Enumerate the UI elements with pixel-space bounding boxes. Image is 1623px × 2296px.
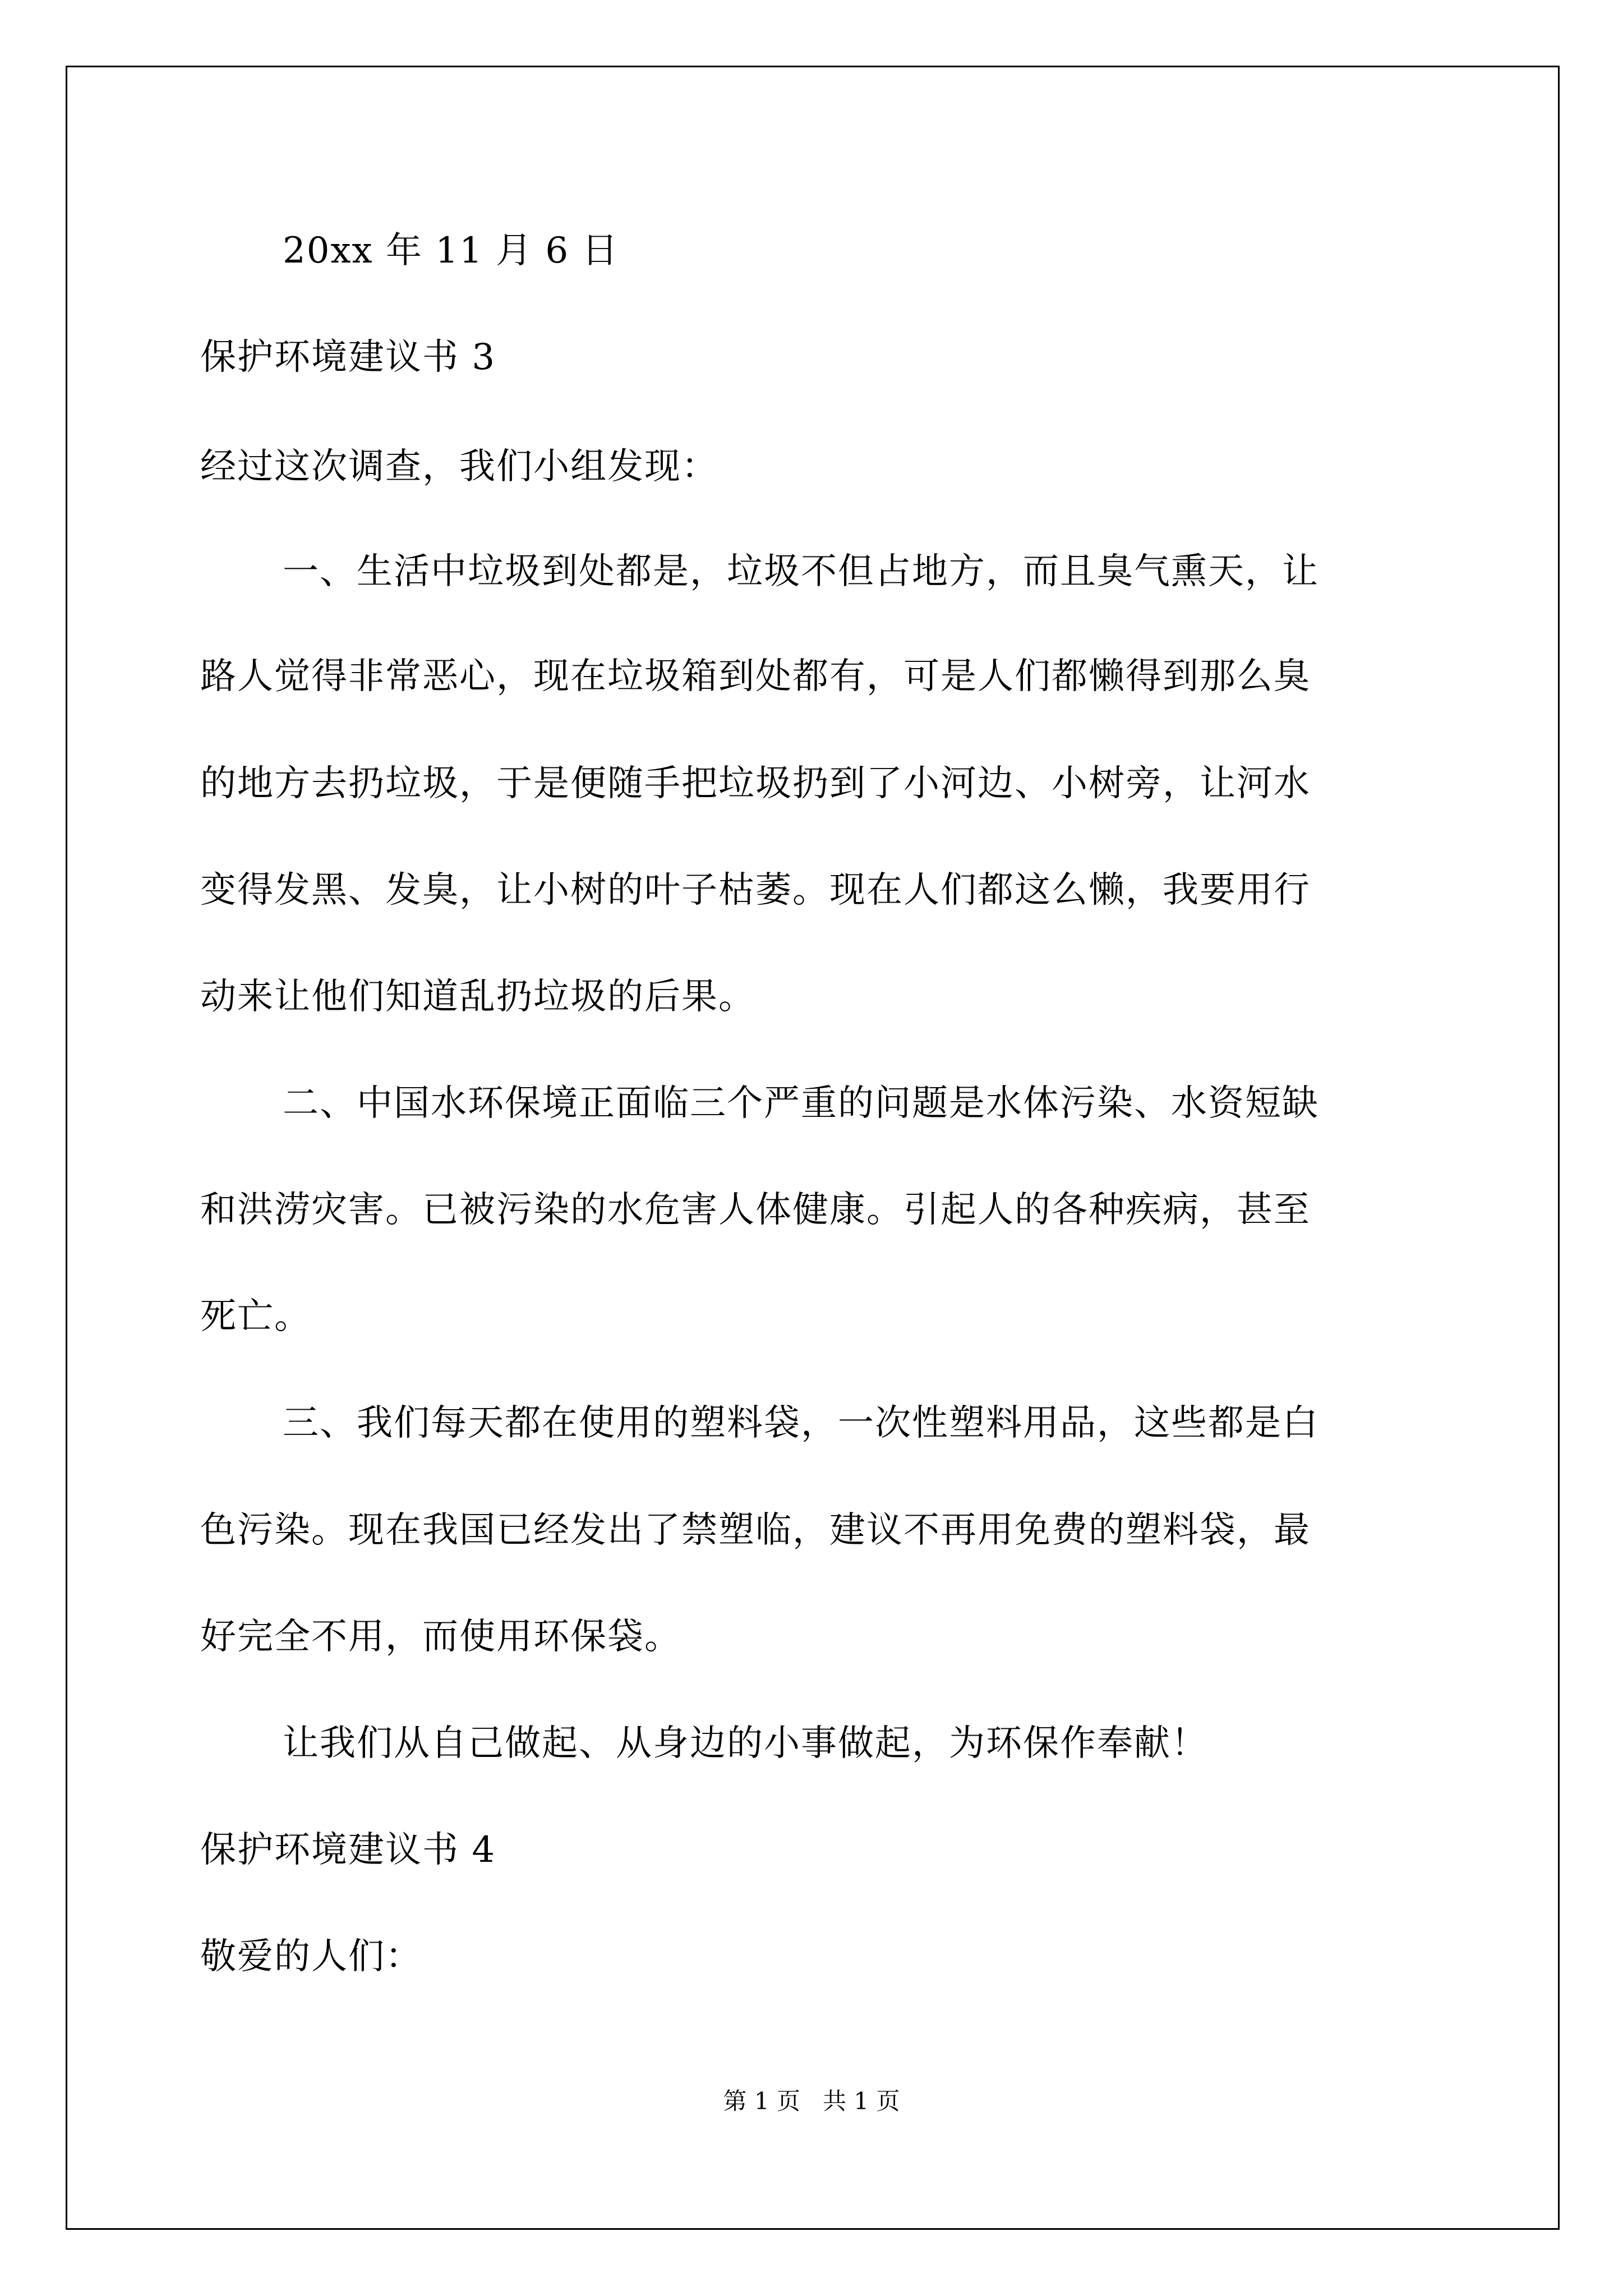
paragraph-3-line-1: 三、我们每天都在使用的塑料袋，一次性塑料用品，这些都是白 — [283, 1402, 1319, 1444]
closing-line: 让我们从自己做起、从身边的小事做起，为环保作奉献！ — [283, 1723, 1208, 1764]
page-border — [66, 66, 1560, 2230]
paragraph-2-line-1: 二、中国水环保境正面临三个严重的问题是水体污染、水资短缺 — [283, 1083, 1319, 1124]
date-line: 20xx 年 11 月 6 日 — [283, 230, 619, 272]
paragraph-2-line-3: 死亡。 — [200, 1296, 311, 1337]
paragraph-1-line-3: 的地方去扔垃圾，于是便随手把垃圾扔到了小河边、小树旁，让河水 — [200, 763, 1311, 804]
paragraph-1-line-4: 变得发黑、发臭，让小树的叶子枯萎。现在人们都这么懒，我要用行 — [200, 869, 1311, 911]
paragraph-1-line-2: 路人觉得非常恶心，现在垃圾箱到处都有，可是人们都懒得到那么臭 — [200, 656, 1311, 697]
paragraph-2-line-2: 和洪涝灾害。已被污染的水危害人体健康。引起人的各种疾病，甚至 — [200, 1189, 1311, 1231]
greeting-line: 敬爱的人们： — [200, 1936, 422, 1977]
page-footer: 第 1 页 共 1 页 — [723, 2087, 900, 2115]
paragraph-1-line-5: 动来让他们知道乱扔垃圾的后果。 — [200, 976, 755, 1018]
section-title-3: 保护环境建议书 3 — [200, 337, 496, 378]
intro-line: 经过这次调查，我们小组发现： — [200, 446, 718, 487]
paragraph-3-line-3: 好完全不用，而使用环保袋。 — [200, 1616, 681, 1658]
paragraph-1-line-1: 一、生活中垃圾到处都是，垃圾不但占地方，而且臭气熏天，让 — [283, 551, 1319, 592]
section-title-4: 保护环境建议书 4 — [200, 1829, 496, 1871]
paragraph-3-line-2: 色污染。现在我国已经发出了禁塑临，建议不再用免费的塑料袋，最 — [200, 1510, 1311, 1551]
